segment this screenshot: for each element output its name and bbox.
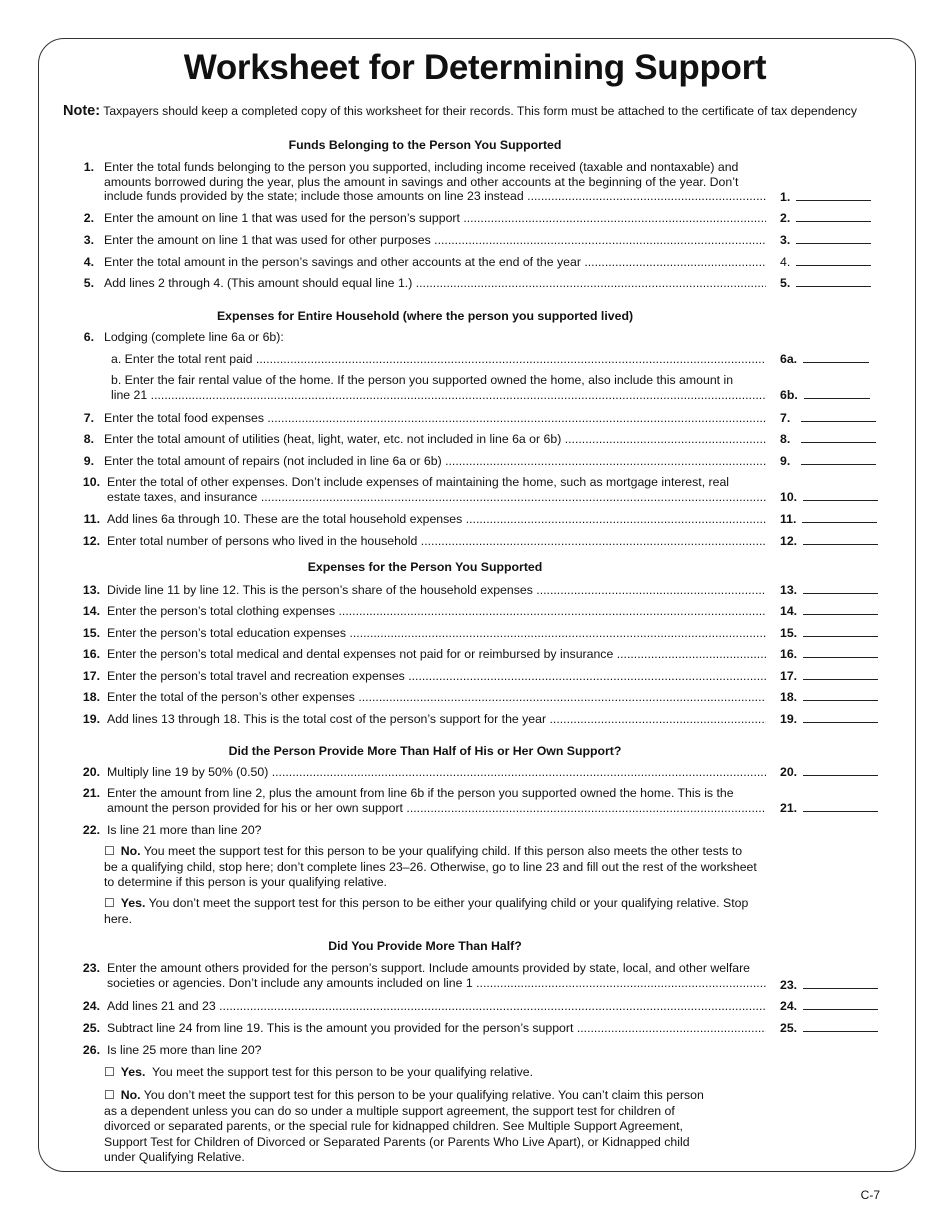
line-11-blank[interactable] xyxy=(802,512,877,523)
line-1-text-b: amounts borrowed during the year, plus the amount in savings and other accounts at the beginning of the year. Don’t xyxy=(104,175,739,189)
line-18-number: 18. xyxy=(82,690,100,704)
line-4-text: Enter the total amount in the person’s savings and other accounts at the end of the year ..... xyxy=(104,255,766,270)
section-household-heading: Expenses for Entire Household (where the person you supported lived) xyxy=(216,309,634,323)
line-20-entry[interactable] xyxy=(780,765,878,779)
line-21-entry[interactable] xyxy=(780,801,878,815)
line-23-number: 23. xyxy=(82,961,100,975)
line-21-ref: 21. xyxy=(780,801,798,815)
line-26-yes-label: Yes. xyxy=(120,1065,146,1079)
line-2-ref: 2. xyxy=(780,211,791,225)
line-9-number: 9. xyxy=(83,454,94,468)
line-12-number: 12. xyxy=(82,534,100,548)
line-1-entry[interactable] xyxy=(780,190,871,204)
line-12-ref: 12. xyxy=(780,534,798,548)
line-2-blank[interactable] xyxy=(796,211,871,222)
line-5-entry[interactable] xyxy=(780,276,871,290)
line-15-entry[interactable] xyxy=(780,626,878,640)
line-26-no-text-b: as a dependent unless you can do so under a multiple support agreement, the support test for children of xyxy=(104,1103,675,1118)
line-10-ref: 10. xyxy=(780,490,798,504)
line-1-blank[interactable] xyxy=(796,190,871,201)
line-6-number: 6. xyxy=(83,330,94,344)
line-2-entry[interactable] xyxy=(780,211,871,225)
line-17-ref: 17. xyxy=(780,669,798,683)
line-17-blank[interactable] xyxy=(803,669,878,680)
line-11-text: Add lines 6a through 10. These are the total household expenses ..... xyxy=(107,512,766,527)
line-1-text-c: include funds provided by the state; include those amounts on line 23 instead ..... xyxy=(104,189,766,204)
line-21-text-a: Enter the amount from line 2, plus the amount from line 6b if the person you supported owned the home. This is the xyxy=(107,786,734,800)
line-1-text-a: Enter the total funds belonging to the person you supported, including income received (taxable and nontaxable) and xyxy=(104,160,739,174)
line-5-ref: 5. xyxy=(780,276,791,290)
line-26-number: 26. xyxy=(82,1043,100,1057)
line-24-entry[interactable] xyxy=(780,999,878,1013)
line-18-blank[interactable] xyxy=(803,690,878,701)
line-18-text: Enter the total of the person’s other expenses ..... xyxy=(107,690,766,705)
line-6a-blank[interactable] xyxy=(803,352,869,363)
line-14-ref: 14. xyxy=(780,604,798,618)
line-26-no-text-e: under Qualifying Relative. xyxy=(104,1150,245,1164)
line-10-text-b: estate taxes, and insurance ..... xyxy=(107,490,766,505)
line-18-entry[interactable] xyxy=(780,690,878,704)
line-19-blank[interactable] xyxy=(803,712,878,723)
line-5-number: 5. xyxy=(83,276,94,290)
line-17-entry[interactable] xyxy=(780,669,878,683)
line-6b-blank[interactable] xyxy=(804,388,870,399)
line-8-blank[interactable] xyxy=(801,432,876,443)
line-12-entry[interactable] xyxy=(780,534,878,548)
note-text: Taxpayers should keep a completed copy of this worksheet for their records. This form must be attached to the certificate of tax dependency xyxy=(103,104,857,118)
section-funds-heading: Funds Belonging to the Person You Supported xyxy=(288,138,562,152)
line-16-entry[interactable] xyxy=(780,647,878,661)
line-26-no-text-d: Support Test for Children of Divorced or Separated Parents (or Parents Who Live Apart), or Kidnapped child xyxy=(104,1134,690,1149)
line-25-entry[interactable] xyxy=(780,1021,878,1035)
line-22-yes-label: Yes. xyxy=(120,896,146,910)
line-6b-ref: 6b. xyxy=(780,388,798,402)
line-22-yes-checkbox[interactable]: ☐ xyxy=(104,896,115,910)
line-11-entry[interactable] xyxy=(780,512,877,526)
line-24-number: 24. xyxy=(82,999,100,1013)
line-15-ref: 15. xyxy=(780,626,798,640)
line-22-yes-text-a: You don’t meet the support test for this person to be either your qualifying child or your qualifying relative. Stop xyxy=(148,896,749,910)
line-23-text-b: societies or agencies. Don’t include any amounts included on line 1 ..... xyxy=(107,976,766,991)
line-16-blank[interactable] xyxy=(803,647,878,658)
line-17-text: Enter the person’s total travel and recreation expenses ..... xyxy=(107,669,766,684)
line-7-entry[interactable] xyxy=(780,411,876,425)
line-9-ref: 9. xyxy=(780,454,791,468)
line-3-blank[interactable] xyxy=(796,233,871,244)
line-18-ref: 18. xyxy=(780,690,798,704)
line-23-ref: 23. xyxy=(780,978,798,992)
line-19-entry[interactable] xyxy=(780,712,878,726)
line-21-blank[interactable] xyxy=(803,801,878,812)
line-9-entry[interactable] xyxy=(780,454,876,468)
line-1-ref: 1. xyxy=(780,190,791,204)
line-9-text: Enter the total amount of repairs (not included in line 6a or 6b) ..... xyxy=(104,454,766,469)
line-6a-ref: 6a. xyxy=(780,352,798,366)
line-22-no-text-b: be a qualifying child, stop here; don’t complete lines 23–26. Otherwise, go to line 23 and fill out the rest of the worksheet xyxy=(104,859,757,874)
line-16-text: Enter the person’s total medical and dental expenses not paid for or reimbursed by insurance ..... xyxy=(107,647,766,662)
line-7-ref: 7. xyxy=(780,411,791,425)
line-12-text: Enter total number of persons who lived in the household ..... xyxy=(107,534,766,549)
line-10-entry[interactable] xyxy=(780,490,878,504)
line-26-text: Is line 25 more than line 20? xyxy=(107,1043,262,1057)
line-15-blank[interactable] xyxy=(803,626,878,637)
line-23-entry[interactable] xyxy=(780,978,878,992)
line-25-blank[interactable] xyxy=(803,1021,878,1032)
line-6b-text-a: b. Enter the fair rental value of the home. If the person you supported owned the home, also include this amount in xyxy=(111,373,734,387)
line-6b-entry[interactable] xyxy=(780,388,870,402)
page-title: Worksheet for Determining Support xyxy=(183,48,767,87)
line-9-blank[interactable] xyxy=(801,454,876,465)
line-8-entry[interactable] xyxy=(780,432,876,446)
line-25-ref: 25. xyxy=(780,1021,798,1035)
line-4-number: 4. xyxy=(83,255,94,269)
line-4-blank[interactable] xyxy=(796,255,871,266)
line-14-number: 14. xyxy=(82,604,100,618)
line-13-text: Divide line 11 by line 12. This is the person’s share of the household expenses ..... xyxy=(107,583,766,598)
section-half-own-heading: Did the Person Provide More Than Half of His or Her Own Support? xyxy=(228,744,622,758)
line-22-no-label: No. xyxy=(120,844,141,858)
note-label: Note: xyxy=(63,103,101,119)
line-2-number: 2. xyxy=(83,211,94,225)
line-10-text-a: Enter the total of other expenses. Don’t include expenses of maintaining the home, such as mortgage interest, real xyxy=(107,475,730,489)
line-26-no-option xyxy=(104,1088,774,1166)
line-17-number: 17. xyxy=(82,669,100,683)
line-26-no-text-a: You don’t meet the support test for this person to be your qualifying relative. You can’t claim this person xyxy=(143,1088,704,1102)
line-13-entry[interactable] xyxy=(780,583,878,597)
line-22-yes-option xyxy=(104,896,774,927)
line-26-yes-text: You meet the support test for this person to be your qualifying relative. xyxy=(152,1065,533,1079)
line-25-text: Subtract line 24 from line 19. This is the amount you provided for the person’s support ..... xyxy=(107,1021,766,1036)
line-20-blank[interactable] xyxy=(803,765,878,776)
line-23-text-a: Enter the amount others provided for the person’s support. Include amounts provided by state, local, and other welfare xyxy=(107,961,751,975)
line-22-no-text-a: You meet the support test for this person to be your qualifying child. If this person also meets the other tests to xyxy=(143,844,743,858)
line-15-number: 15. xyxy=(82,626,100,640)
line-8-ref: 8. xyxy=(780,432,791,446)
line-26-no-text-c: divorced or separated parents, or the special rule for kidnapped children. See Multiple Support Agreement, xyxy=(104,1119,683,1133)
line-3-entry[interactable] xyxy=(780,233,871,247)
line-21-number: 21. xyxy=(82,786,100,800)
line-16-number: 16. xyxy=(82,647,100,661)
line-15-text: Enter the person’s total education expenses ..... xyxy=(107,626,766,641)
line-2-text: Enter the amount on line 1 that was used for the person’s support ..... xyxy=(104,211,766,226)
line-7-text: Enter the total food expenses ..... xyxy=(104,411,766,426)
line-26-no-label: No. xyxy=(120,1088,141,1102)
line-11-number: 11. xyxy=(83,512,100,526)
line-24-text: Add lines 21 and 23 ..... xyxy=(107,999,766,1014)
line-6a-entry[interactable] xyxy=(780,352,869,366)
line-26-yes-checkbox[interactable]: ☐ xyxy=(104,1065,115,1079)
line-14-text: Enter the person’s total clothing expenses ..... xyxy=(107,604,766,619)
section-you-half-heading: Did You Provide More Than Half? xyxy=(328,939,522,953)
line-22-no-text-c: to determine if this person is your qualifying relative. xyxy=(104,875,387,889)
line-13-blank[interactable] xyxy=(803,583,878,594)
line-10-number: 10. xyxy=(82,475,100,489)
line-4-ref: 4. xyxy=(780,255,791,269)
line-13-ref: 13. xyxy=(780,583,798,597)
line-24-ref: 24. xyxy=(780,999,798,1013)
line-6a-text: a. Enter the total rent paid ..... xyxy=(111,352,766,367)
line-5-text: Add lines 2 through 4. (This amount should equal line 1.) ..... xyxy=(104,276,766,291)
line-19-ref: 19. xyxy=(780,712,798,726)
line-1-number: 1. xyxy=(83,160,94,174)
section-person-expenses-heading: Expenses for the Person You Supported xyxy=(307,560,543,574)
line-13-number: 13. xyxy=(82,583,100,597)
line-22-yes-text-b: here. xyxy=(104,911,133,926)
line-10-blank[interactable] xyxy=(803,490,878,501)
line-19-text: Add lines 13 through 18. This is the total cost of the person’s support for the year ..... xyxy=(107,712,766,727)
line-7-blank[interactable] xyxy=(801,411,876,422)
line-19-number: 19. xyxy=(82,712,100,726)
line-25-number: 25. xyxy=(82,1021,100,1035)
line-5-blank[interactable] xyxy=(796,276,871,287)
line-14-entry[interactable] xyxy=(780,604,878,618)
line-20-text: Multiply line 19 by 50% (0.50) ..... xyxy=(107,765,766,780)
line-6-text: Lodging (complete line 6a or 6b): xyxy=(104,330,284,344)
note xyxy=(63,103,857,119)
line-22-no-option xyxy=(104,844,774,891)
line-12-blank[interactable] xyxy=(803,534,878,545)
page-number: C-7 xyxy=(860,1188,880,1202)
line-26-yes-option xyxy=(104,1065,774,1081)
line-6b-text-b: line 21 ..... xyxy=(111,388,766,403)
line-24-blank[interactable] xyxy=(803,999,878,1010)
line-22-text: Is line 21 more than line 20? xyxy=(107,823,262,837)
line-22-no-checkbox[interactable]: ☐ xyxy=(104,844,115,858)
line-3-ref: 3. xyxy=(780,233,791,247)
line-7-number: 7. xyxy=(83,411,94,425)
line-23-blank[interactable] xyxy=(803,978,878,989)
line-20-ref: 20. xyxy=(780,765,798,779)
line-26-no-checkbox[interactable]: ☐ xyxy=(104,1088,115,1102)
line-4-entry[interactable] xyxy=(780,255,871,269)
line-8-text: Enter the total amount of utilities (heat, light, water, etc. not included in line 6a or 6b) ..... xyxy=(104,432,766,447)
line-11-ref: 11. xyxy=(780,512,797,526)
line-22-number: 22. xyxy=(82,823,100,837)
line-20-number: 20. xyxy=(82,765,100,779)
line-14-blank[interactable] xyxy=(803,604,878,615)
line-3-number: 3. xyxy=(83,233,94,247)
line-16-ref: 16. xyxy=(780,647,798,661)
line-8-number: 8. xyxy=(83,432,94,446)
line-21-text-b: amount the person provided for his or her own support ..... xyxy=(107,801,766,816)
line-3-text: Enter the amount on line 1 that was used for other purposes ..... xyxy=(104,233,766,248)
